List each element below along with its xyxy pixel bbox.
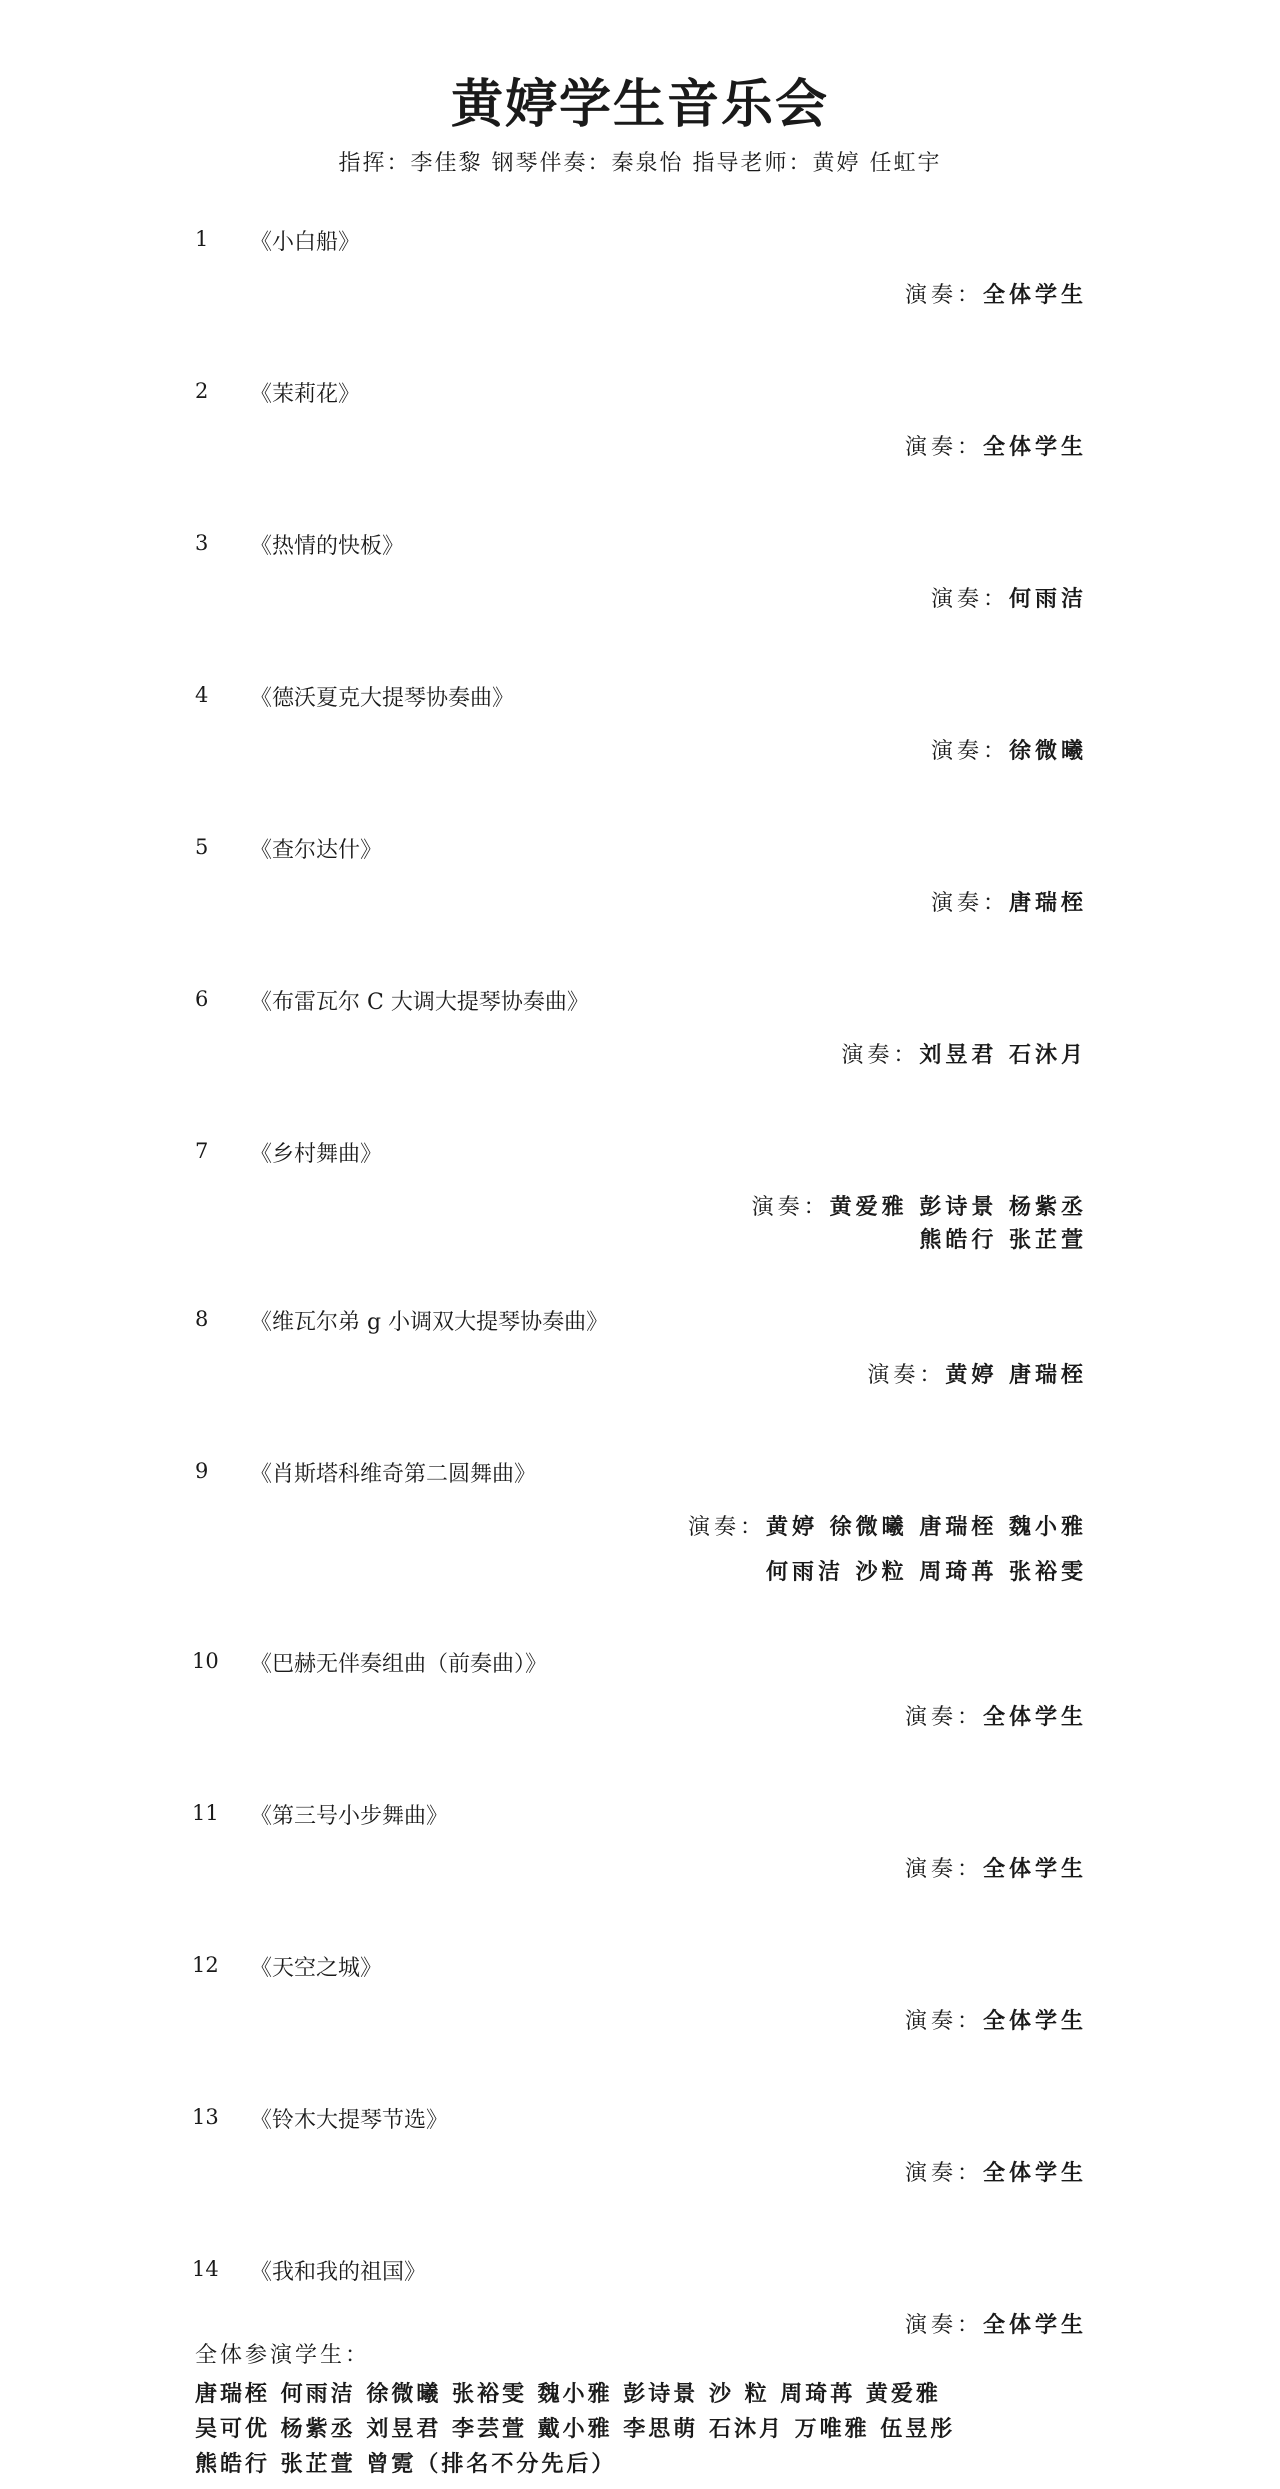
item-number: 6 bbox=[195, 987, 209, 1011]
item-number: 11 bbox=[192, 1801, 219, 1825]
piece-title: 《查尔达什》 bbox=[250, 838, 383, 863]
performer-names: 黄爱雅 彭诗景 杨紫丞 bbox=[829, 1194, 1087, 1220]
cast-line: 吴可优 杨紫丞 刘昱君 李芸萱 戴小雅 李思萌 石沐月 万唯雅 伍昱彤 bbox=[195, 2416, 956, 2442]
performers bbox=[905, 1699, 1087, 1736]
performers bbox=[931, 885, 1087, 922]
item-number: 13 bbox=[192, 2105, 219, 2129]
program-item bbox=[0, 379, 1280, 509]
performer-names: 何雨洁 bbox=[1008, 586, 1087, 612]
performer-names-line2: 熊皓行 张芷萱 bbox=[919, 1227, 1087, 1253]
piece-title: 《茉莉花》 bbox=[250, 382, 361, 407]
performer-names: 全体学生 bbox=[982, 282, 1087, 308]
item-number: 14 bbox=[192, 2257, 219, 2281]
program-item bbox=[0, 1953, 1280, 2083]
performers bbox=[752, 1189, 1087, 1226]
performer-names: 唐瑞桎 bbox=[1008, 890, 1087, 916]
performer-names: 徐微曦 bbox=[1008, 738, 1087, 764]
perform-label: 演奏： bbox=[751, 1195, 830, 1220]
item-number: 5 bbox=[195, 835, 209, 859]
program-item bbox=[0, 1307, 1280, 1437]
performers bbox=[905, 277, 1087, 314]
piece-title: 《热情的快板》 bbox=[250, 534, 405, 559]
piece-title: 《布雷瓦尔 C 大调大提琴协奏曲》 bbox=[250, 990, 589, 1015]
perform-label: 演奏： bbox=[904, 2161, 983, 2186]
item-number: 4 bbox=[195, 683, 209, 707]
concert-credits: 指挥：李佳黎 钢琴伴奏：秦泉怡 指导老师：黄婷 任虹宇 bbox=[338, 151, 942, 176]
performers bbox=[931, 581, 1087, 618]
performers bbox=[841, 1037, 1087, 1074]
piece-title: 《乡村舞曲》 bbox=[250, 1142, 383, 1167]
perform-label: 演奏： bbox=[904, 2009, 983, 2034]
perform-label: 演奏： bbox=[930, 891, 1009, 916]
performer-names: 黄婷 唐瑞桎 bbox=[945, 1362, 1087, 1388]
piece-title: 《肖斯塔科维奇第二圆舞曲》 bbox=[250, 1462, 537, 1487]
piece-title: 《小白船》 bbox=[250, 230, 361, 255]
piece-title: 《天空之城》 bbox=[250, 1956, 383, 1981]
perform-label: 演奏： bbox=[904, 283, 983, 308]
item-number: 10 bbox=[192, 1649, 219, 1673]
perform-label: 演奏： bbox=[904, 1857, 983, 1882]
piece-title: 《我和我的祖国》 bbox=[250, 2260, 427, 2285]
perform-label: 演奏： bbox=[688, 1515, 767, 1540]
program-item bbox=[0, 683, 1280, 813]
performers bbox=[688, 1509, 1087, 1546]
program-item bbox=[0, 227, 1280, 357]
performer-names: 全体学生 bbox=[982, 434, 1087, 460]
cast-list bbox=[195, 2338, 1095, 2482]
performers bbox=[905, 2155, 1087, 2192]
piece-title: 《维瓦尔弟 g 小调双大提琴协奏曲》 bbox=[250, 1310, 609, 1335]
cast-line: 唐瑞桎 何雨洁 徐微曦 张裕雯 魏小雅 彭诗景 沙 粒 周琦苒 黄爱雅 bbox=[195, 2381, 941, 2407]
performer-names-line2: 何雨洁 沙粒 周琦苒 张裕雯 bbox=[766, 1559, 1087, 1585]
cast-heading: 全体参演学生： bbox=[195, 2343, 371, 2368]
perform-label: 演奏： bbox=[867, 1363, 946, 1388]
performers bbox=[867, 1357, 1087, 1394]
concert-title: 黄婷学生音乐会 bbox=[450, 74, 829, 135]
program-item bbox=[0, 531, 1280, 661]
item-number: 2 bbox=[195, 379, 209, 403]
program-item bbox=[0, 1139, 1280, 1269]
piece-title: 《第三号小步舞曲》 bbox=[250, 1804, 449, 1829]
perform-label: 演奏： bbox=[904, 2313, 983, 2338]
item-number: 12 bbox=[192, 1953, 219, 1977]
performer-names: 全体学生 bbox=[982, 2160, 1087, 2186]
perform-label: 演奏： bbox=[930, 739, 1009, 764]
performer-names: 全体学生 bbox=[982, 2312, 1087, 2338]
perform-label: 演奏： bbox=[904, 1705, 983, 1730]
program-item bbox=[0, 2105, 1280, 2235]
perform-label: 演奏： bbox=[930, 587, 1009, 612]
performer-names: 全体学生 bbox=[982, 1704, 1087, 1730]
performers bbox=[931, 733, 1087, 770]
performer-names: 全体学生 bbox=[982, 1856, 1087, 1882]
item-number: 8 bbox=[195, 1307, 209, 1331]
perform-label: 演奏： bbox=[841, 1043, 920, 1068]
program-item bbox=[0, 835, 1280, 965]
piece-title: 《巴赫无伴奏组曲（前奏曲）》 bbox=[250, 1652, 548, 1677]
program-item bbox=[0, 1459, 1280, 1589]
item-number: 3 bbox=[195, 531, 209, 555]
performers bbox=[905, 429, 1087, 466]
piece-title: 《铃木大提琴节选》 bbox=[250, 2108, 449, 2133]
performers bbox=[905, 1851, 1087, 1888]
program-item bbox=[0, 1649, 1280, 1779]
item-number: 1 bbox=[195, 227, 209, 251]
piece-title: 《德沃夏克大提琴协奏曲》 bbox=[250, 686, 515, 711]
perform-label: 演奏： bbox=[904, 435, 983, 460]
item-number: 9 bbox=[195, 1459, 209, 1483]
program-item bbox=[0, 1801, 1280, 1931]
performers bbox=[905, 2003, 1087, 2040]
program-item bbox=[0, 987, 1280, 1117]
item-number: 7 bbox=[195, 1139, 209, 1163]
performer-names: 黄婷 徐微曦 唐瑞桎 魏小雅 bbox=[766, 1514, 1087, 1540]
performer-names: 刘昱君 石沐月 bbox=[919, 1042, 1087, 1068]
performer-names: 全体学生 bbox=[982, 2008, 1087, 2034]
cast-line: 熊皓行 张芷萱 曾霓（排名不分先后） bbox=[195, 2451, 617, 2477]
